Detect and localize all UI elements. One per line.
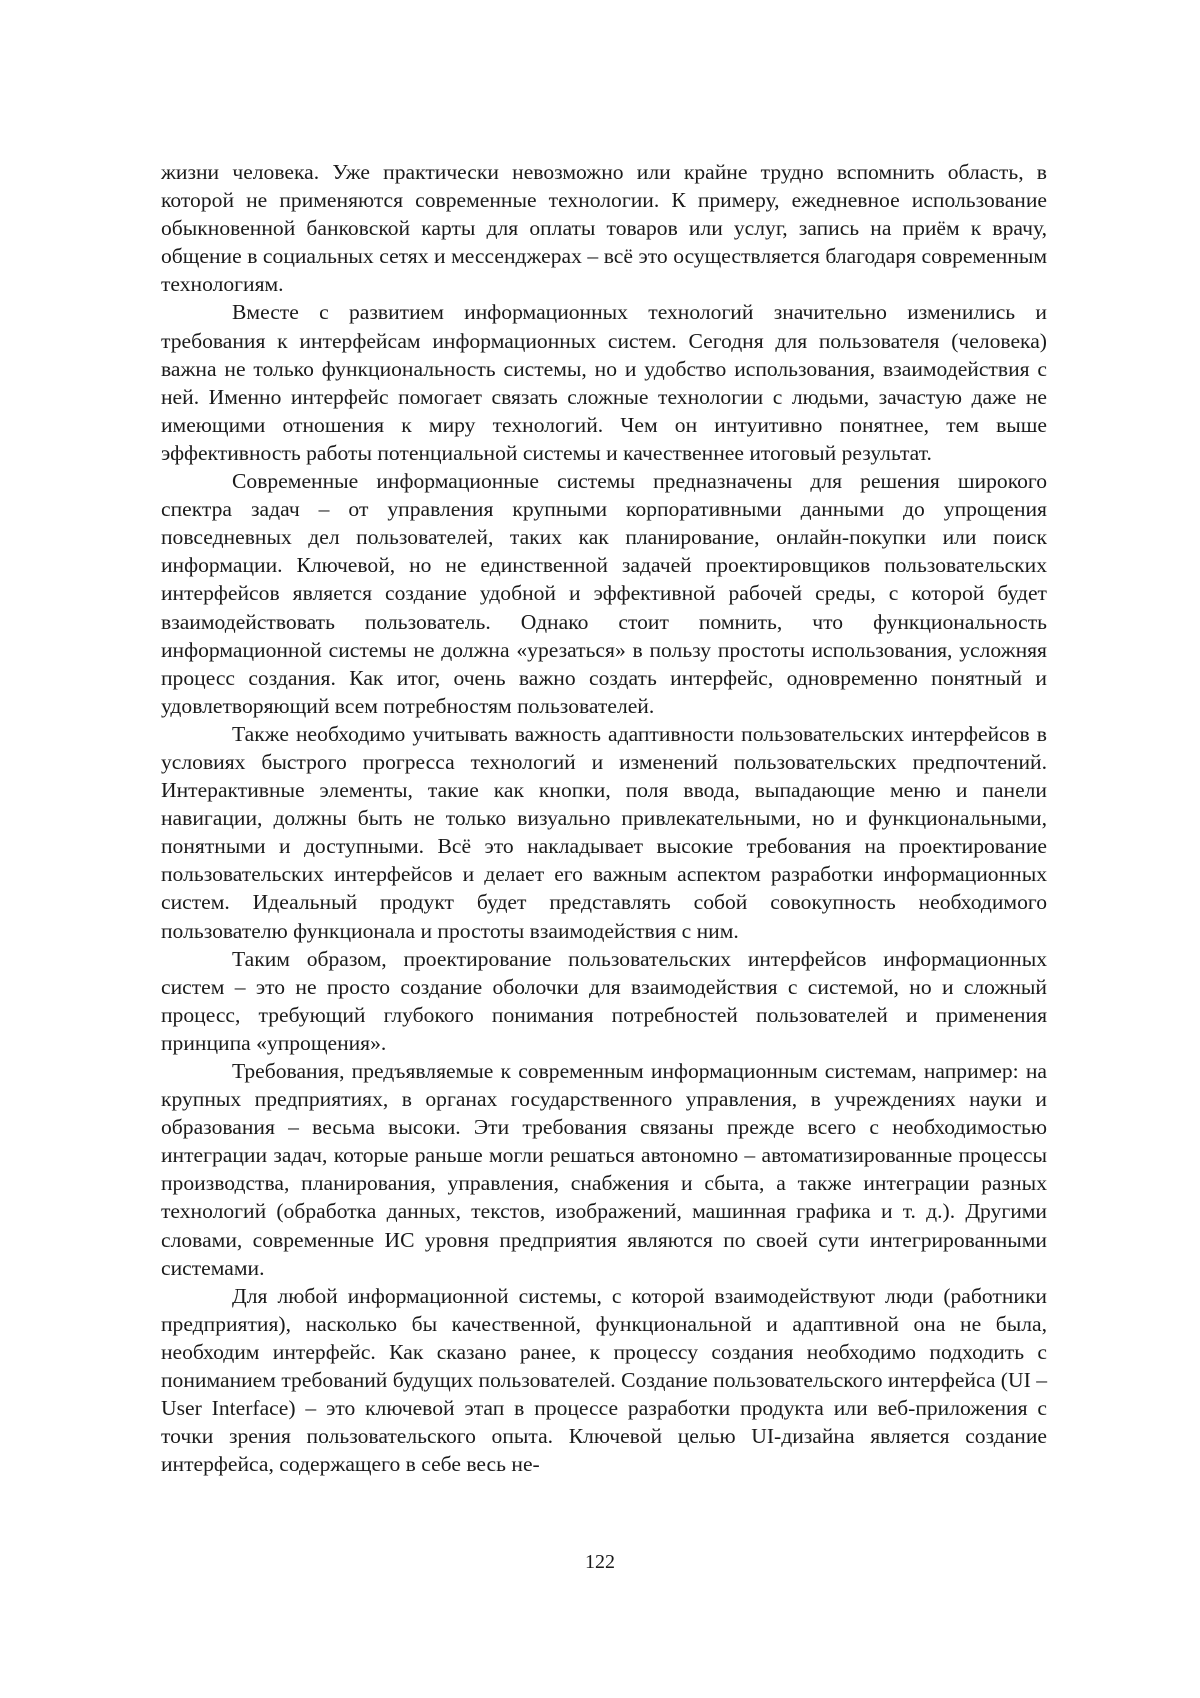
paragraph-6: Требования, предъявляемые к современным информационным системам, например: на крупных предприятиях, в органах государственного управления, в учреждениях науки и образования – весьма высоки. Эти требования связаны прежде всего с необходимостью интеграции задач, которые раньше могли решаться автономно – автоматизированные процессы производства, планирования, управления, снабжения и сбыта, а также интеграции разных технологий (обработка данных, текстов, изображений, машинная графика и т. д.). Другими словами, современные ИС уровня предприятия являются по своей сути интегрированными системами. (161, 1057, 1047, 1282)
paragraph-5: Таким образом, проектирование пользовательских интерфейсов информационных систем – это не просто создание оболочки для взаимодействия с системой, но и сложный процесс, требующий глубокого понимания потребностей пользователей и применения принципа «упрощения». (161, 945, 1047, 1057)
page-number: 122 (0, 1550, 1200, 1574)
document-page (0, 0, 1200, 1698)
paragraph-3: Современные информационные системы предназначены для решения широкого спектра задач – от управления крупными корпоративными данными до упрощения повседневных дел пользователей, таких как планирование, онлайн-покупки или поиск информации. Ключевой, но не единственной задачей проектировщиков пользовательских интерфейсов является создание удобной и эффективной рабочей среды, с которой будет взаимодействовать пользователь. Однако стоит помнить, что функциональность информационной системы не должна «урезаться» в пользу простоты использования, усложняя процесс создания. Как итог, очень важно создать интерфейс, одновременно понятный и удовлетворяющий всем потребностям пользователей. (161, 467, 1047, 720)
paragraph-7: Для любой информационной системы, с которой взаимодействуют люди (работники предприятия), насколько бы качественной, функциональной и адаптивной она не была, необходим интерфейс. Как сказано ранее, к процессу создания необходимо подходить с пониманием требований будущих пользователей. Создание пользовательского интерфейса (UI – User Interface) – это ключевой этап в процессе разработки продукта или веб-приложения с точки зрения пользовательского опыта. Ключевой целью UI-дизайна является создание интерфейса, содержащего в себе весь не- (161, 1282, 1047, 1479)
paragraph-2: Вместе с развитием информационных технологий значительно изменились и требования к интерфейсам информационных систем. Сегодня для пользователя (человека) важна не только функциональность системы, но и удобство использования, взаимодействия с ней. Именно интерфейс помогает связать сложные технологии с людьми, зачастую даже не имеющими отношения к миру технологий. Чем он интуитивно понятнее, тем выше эффективность работы потенциальной системы и качественнее итоговый результат. (161, 298, 1047, 467)
body-text (161, 158, 1047, 1478)
paragraph-4: Также необходимо учитывать важность адаптивности пользовательских интерфейсов в условиях быстрого прогресса технологий и изменений пользовательских предпочтений. Интерактивные элементы, такие как кнопки, поля ввода, выпадающие меню и панели навигации, должны быть не только визуально привлекательными, но и функциональными, понятными и доступными. Всё это накладывает высокие требования на проектирование пользовательских интерфейсов и делает его важным аспектом разработки информационных систем. Идеальный продукт будет представлять собой совокупность необходимого пользователю функционала и простоты взаимодействия с ним. (161, 720, 1047, 945)
paragraph-1: жизни человека. Уже практически невозможно или крайне трудно вспомнить область, в которой не применяются современные технологии. К примеру, ежедневное использование обыкновенной банковской карты для оплаты товаров или услуг, запись на приём к врачу, общение в социальных сетях и мессенджерах – всё это осуществляется благодаря современным технологиям. (161, 158, 1047, 298)
